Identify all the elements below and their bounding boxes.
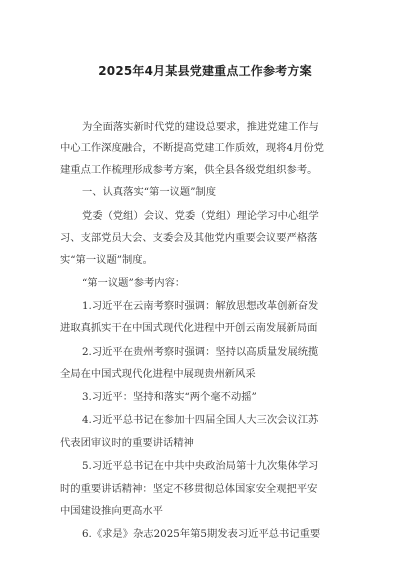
list-item: 4.习近平总书记在参加十四届全国人大三次会议江苏 (82, 414, 319, 426)
list-item: 5.习近平总书记在中共中央政治局第十九次集体学习 (82, 460, 319, 472)
list-item-continued: 中国建设推向更高水平 (60, 505, 163, 517)
list-item-continued: 全局在中国式现代化进程中展现贵州新风采 (60, 368, 256, 380)
paragraph-line: 实“第一议题”制度。 (60, 254, 153, 266)
section-heading: 一、认真落实“第一议题”制度 (82, 186, 217, 198)
paragraph-line: 为全面落实新时代党的建设总要求，推进党建工作与 (82, 121, 319, 133)
paragraph-line: 习、支部党员大会、支委会及其他党内重要会议要严格落 (60, 232, 318, 244)
document-title: 2025年4月某县党建重点工作参考方案 (98, 64, 312, 78)
paragraph-line: “第一议题”参考内容： (82, 277, 186, 289)
list-item: 1.习近平在云南考察时强调：解放思想改革创新奋发 (82, 300, 319, 312)
list-item: 3.习近平：坚持和落实“两个毫不动摇” (82, 391, 257, 403)
paragraph-line: 建重点工作梳理形成参考方案，供全县各级党组织参考。 (60, 164, 318, 176)
paragraph-line: 党委（党组）会议、党委（党组）理论学习中心组学 (82, 210, 319, 222)
list-item-continued: 代表团审议时的重要讲话精神 (60, 437, 194, 449)
list-item-continued: 进取真抓实干在中国式现代化进程中开创云南发展新局面 (60, 322, 318, 334)
paragraph-line: 中心工作深度融合，不断提高党建工作质效，现将4月份党 (60, 142, 324, 154)
list-item: 2.习近平在贵州考察时强调：坚持以高质量发展统揽 (82, 346, 319, 358)
list-item-continued: 时的重要讲话精神：坚定不移贯彻总体国家安全观把平安 (60, 483, 318, 495)
list-item: 6.《求是》杂志2025年第5期发表习近平总书记重要 (82, 528, 321, 540)
